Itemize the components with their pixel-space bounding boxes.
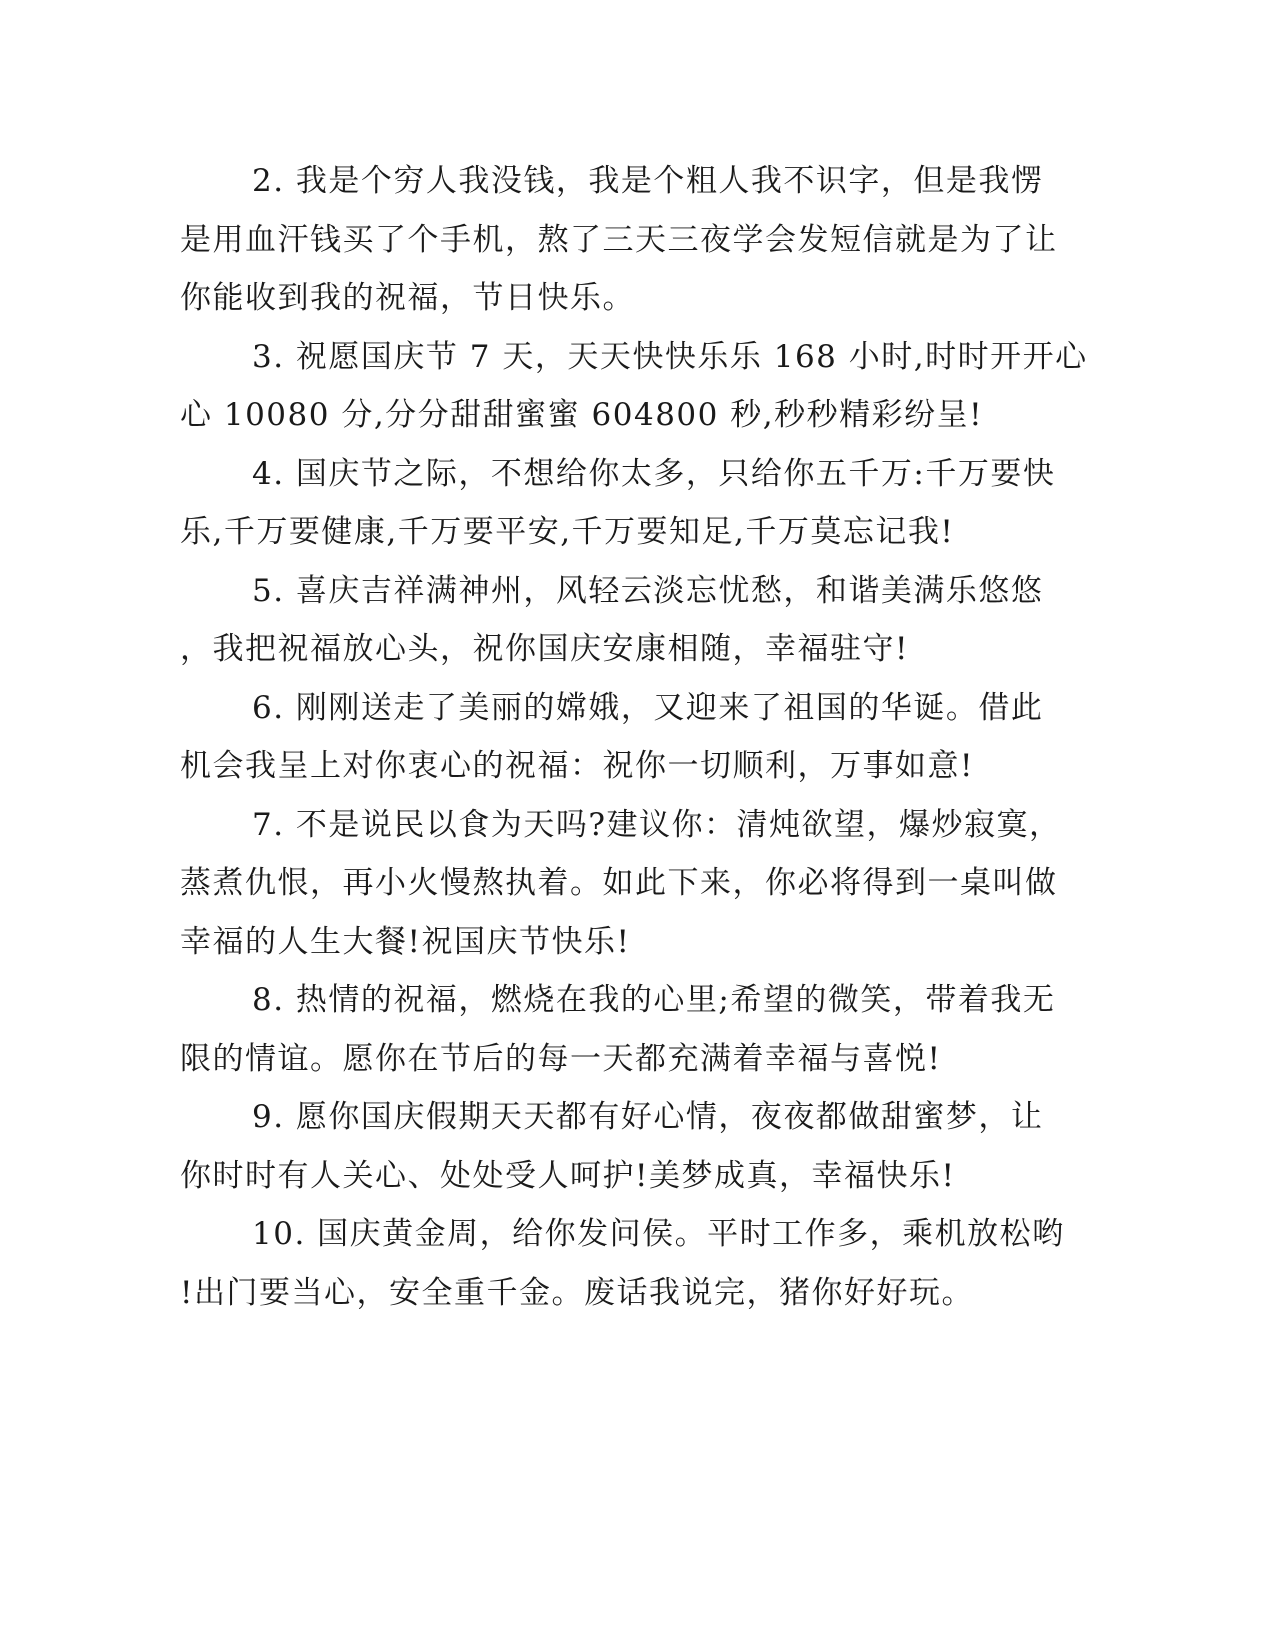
text-line: 2. 我是个穷人我没钱，我是个粗人我不识字，但是我愣 — [252, 163, 1044, 199]
text-line: 限的情谊。愿你在节后的每一天都充满着幸福与喜悦! — [180, 1040, 942, 1077]
text-line: 乐,千万要健康,千万要平安,千万要知足,千万莫忘记我! — [180, 514, 955, 550]
text-line: 心 10080 分,分分甜甜蜜蜜 604800 秒,秒秒精彩纷呈! — [180, 397, 984, 433]
text-line: 4. 国庆节之际，不想给你太多，只给你五千万:千万要快 — [252, 455, 1056, 492]
text-line: 8. 热情的祝福，燃烧在我的心里;希望的微笑，带着我无 — [252, 982, 1056, 1018]
text-line: 10. 国庆黄金周，给你发问侯。平时工作多，乘机放松哟 — [252, 1216, 1065, 1252]
text-line: 7. 不是说民以食为天吗?建议你：清炖欲望，爆炒寂寞， — [252, 806, 1062, 843]
text-line: 你时时有人关心、处处受人呵护!美梦成真，幸福快乐! — [180, 1157, 956, 1194]
document-body — [180, 152, 1088, 1322]
text-line: 3. 祝愿国庆节 7 天，天天快快乐乐 168 小时,时时开开心 — [252, 338, 1088, 375]
text-line: 9. 愿你国庆假期天天都有好心情，夜夜都做甜蜜梦，让 — [252, 1099, 1044, 1135]
text-line: !出门要当心，安全重千金。废话我说完，猪你好好玩。 — [180, 1274, 974, 1311]
text-line: 你能收到我的祝福，节日快乐。 — [180, 280, 635, 316]
text-line: 蒸煮仇恨，再小火慢熬执着。如此下来，你必将得到一桌叫做 — [180, 865, 1058, 901]
text-line: 幸福的人生大餐!祝国庆节快乐! — [180, 923, 631, 960]
text-line: ，我把祝福放心头，祝你国庆安康相随，幸福驻守! — [180, 631, 909, 667]
text-line: 是用血汗钱买了个手机，熬了三天三夜学会发短信就是为了让 — [180, 221, 1058, 258]
text-line: 5. 喜庆吉祥满神州，风轻云淡忘忧愁，和谐美满乐悠悠 — [252, 572, 1044, 609]
text-line: 机会我呈上对你衷心的祝福：祝你一切顺利，万事如意! — [180, 748, 974, 784]
text-line: 6. 刚刚送走了美丽的嫦娥，又迎来了祖国的华诞。借此 — [252, 689, 1044, 726]
